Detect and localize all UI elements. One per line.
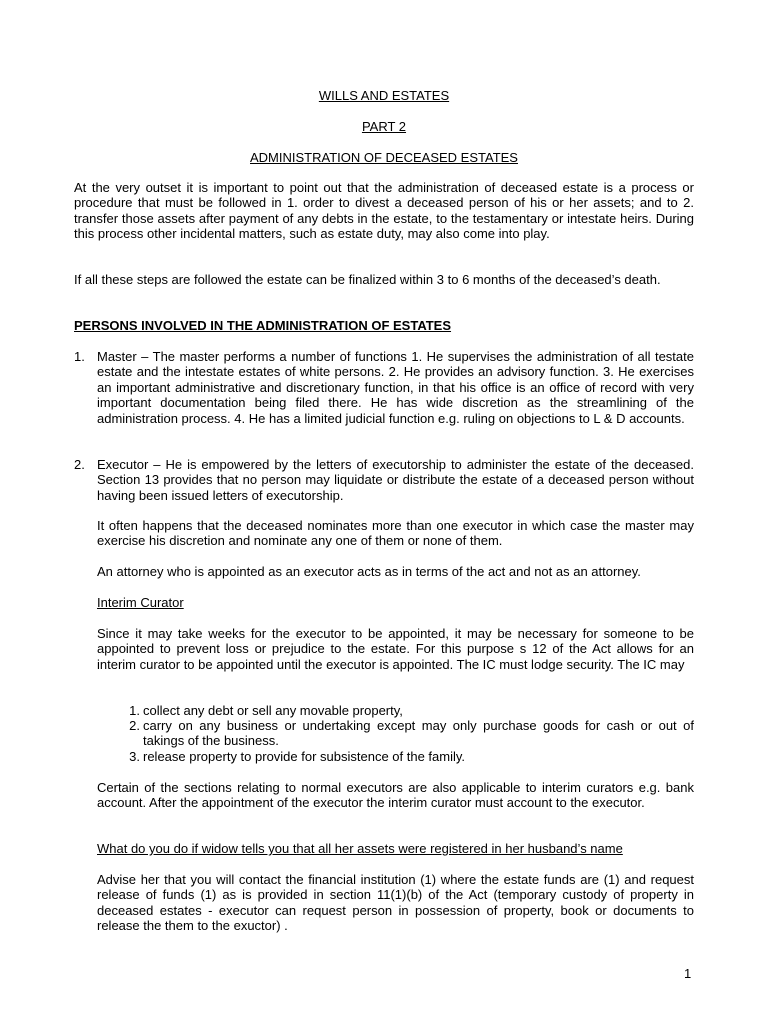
list-number: 2.: [74, 457, 85, 472]
master-paragraph: Master – The master performs a number of functions 1. He supervises the administration of all testate estate and the intestate estates of white persons. 2. He provides an advisory function. 3. He exercises an important administrative and discretionary function, in that his office is an office of record with very important documentation being filed there. He has wide discretion as the streamlining of the administration process. 4. He has a limited judicial function e.g. ruling on objections to L & D accounts.: [97, 349, 694, 426]
executor-paragraph: Executor – He is empowered by the letters of executorship to administer the estate of the deceased. Section 13 provides that no person may liquidate or distribute the estate of a deceased person without having been issued letters of executorship.: [97, 457, 694, 503]
widow-question-heading: What do you do if widow tells you that all her assets were registered in her husband’s name: [97, 841, 623, 856]
list-number: 1.: [74, 349, 85, 364]
interim-curator-heading: Interim Curator: [97, 595, 184, 610]
sublist-item: release property to provide for subsistence of the family.: [143, 749, 466, 764]
sublist-item: carry on any business or undertaking except may only purchase goods for cash or out of takings of the business.: [143, 718, 694, 749]
page-number: 1: [684, 966, 692, 981]
interim-curator-account-paragraph: Certain of the sections relating to normal executors are also applicable to interim curators e.g. bank account. After the appointment of the executor the interim curator must account to the executor.: [97, 780, 694, 811]
interim-curator-paragraph: Since it may take weeks for the executor to be appointed, it may be necessary for someone to be appointed to prevent loss or prejudice to the estate. For this purpose s 12 of the Act allows for an interim curator to be appointed until the executor is appointed. The IC must lodge security. The IC may: [97, 626, 694, 672]
sublist-number: 1.: [129, 703, 140, 718]
document-title: WILLS AND ESTATES: [318, 88, 450, 103]
multiple-executors-paragraph: It often happens that the deceased nominates more than one executor in which case the master may exercise his discretion and nominate any one of them or none of them.: [97, 518, 694, 549]
sublist-number: 3.: [129, 749, 140, 764]
attorney-paragraph: An attorney who is appointed as an executor acts as in terms of the act and not as an attorney.: [97, 564, 641, 579]
intro-paragraph: At the very outset it is important to point out that the administration of deceased estate is a process or procedure that must be followed in 1. order to divest a deceased person of his or her assets; and to 2. transfer those assets after payment of any debts in the estate, to the testamentary or intestate heirs. During this process other incidental matters, such as estate duty, may also come into play.: [74, 180, 694, 242]
section-heading: PERSONS INVOLVED IN THE ADMINISTRATION OF ESTATES: [74, 318, 452, 333]
part-label: PART 2: [361, 119, 407, 134]
sublist-number: 2.: [129, 718, 140, 733]
finalized-paragraph: If all these steps are followed the estate can be finalized within 3 to 6 months of the deceased’s death.: [74, 272, 661, 287]
sublist-item: collect any debt or sell any movable property,: [143, 703, 403, 718]
document-subtitle: ADMINISTRATION OF DECEASED ESTATES: [250, 150, 518, 165]
advise-paragraph: Advise her that you will contact the financial institution (1) where the estate funds are (1) and request release of funds (1) as is provided in section 11(1)(b) of the Act (temporary custody of property in deceased estates - executor can request person in possession of property, book or documents to release the them to the exuctor) .: [97, 872, 694, 934]
